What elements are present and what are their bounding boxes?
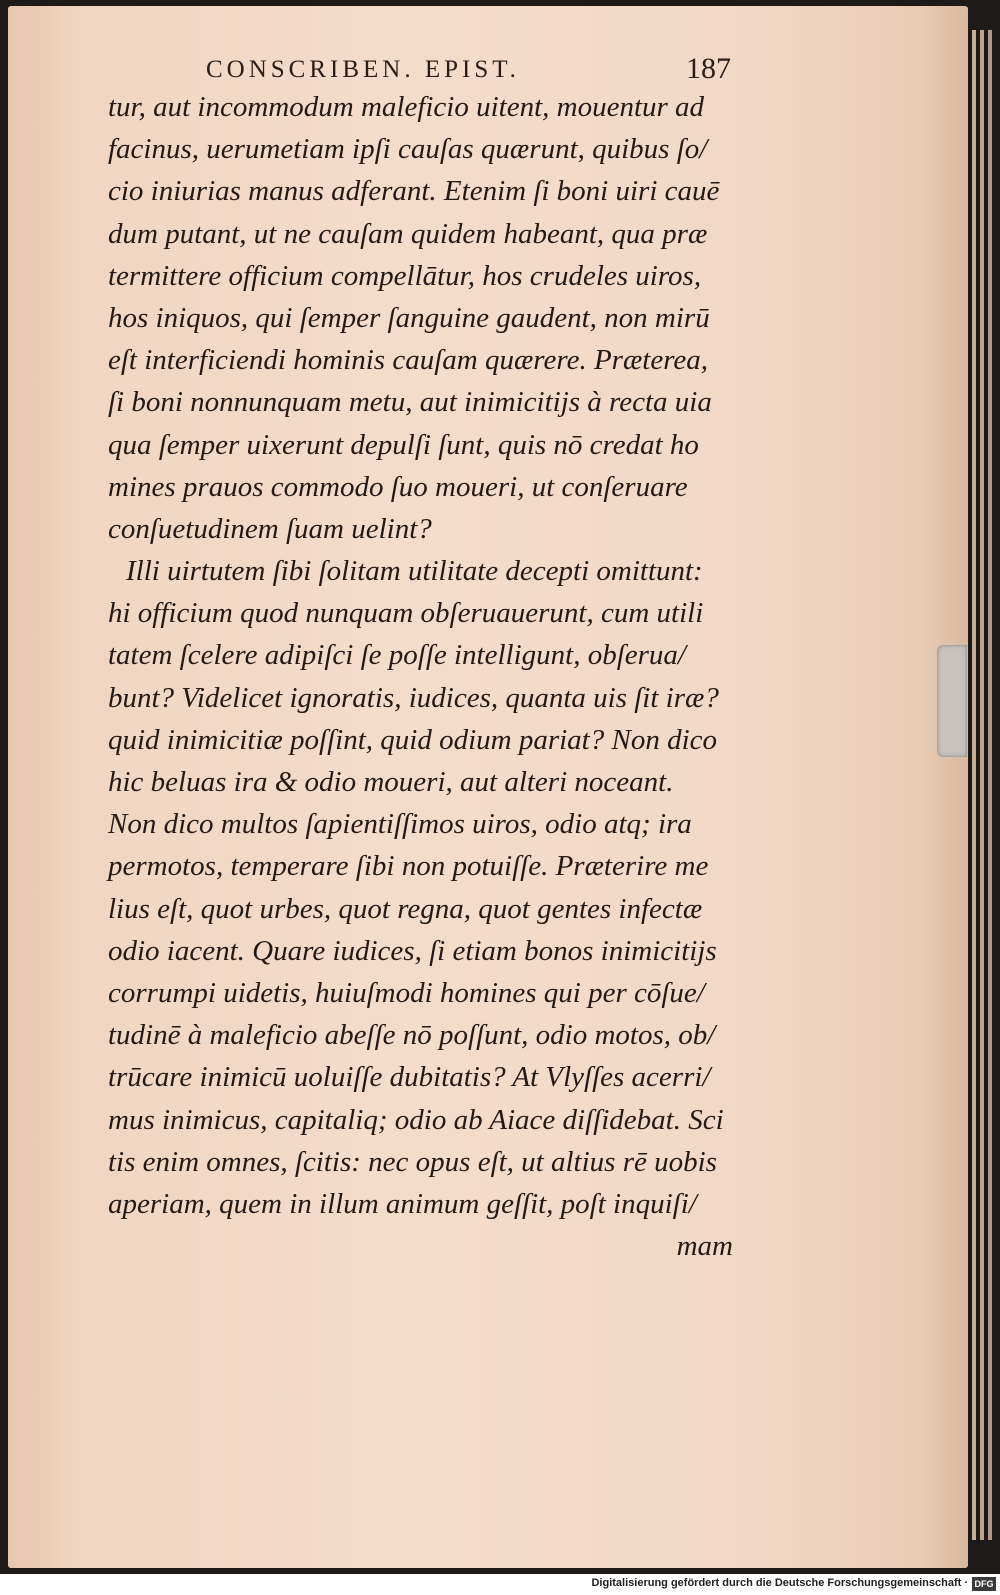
text-line: hic beluas ira & odio moueri, aut alteri noceant. <box>108 766 674 798</box>
text-line: odio iacent. Quare iudices, ſi etiam bonos inimicitijs <box>108 934 717 967</box>
text-line: corrumpi uidetis, huiuſmodi homines qui per cōſue/ <box>108 976 705 1009</box>
text-line: hos iniquos, qui ſemper ſanguine gaudent, non mirū <box>108 301 710 334</box>
footer-bar <box>0 1574 1000 1595</box>
text-line: termittere officium compellātur, hos crudeles uiros, <box>108 259 702 292</box>
text-line: facinus, uerumetiam ipſi cauſas quærunt, quibus ſo/ <box>108 133 708 166</box>
text-line: mus inimicus, capitaliq; odio ab Aiace diſſidebat. Sci <box>108 1103 724 1136</box>
text-line: conſuetudinem ſuam uelint? <box>108 512 432 545</box>
bookmark-tab <box>937 645 967 757</box>
text-line: cio iniurias manus adferant. Etenim ſi boni uiri cauē <box>108 175 720 208</box>
dfg-logo: DFG <box>972 1577 996 1591</box>
page-edge <box>980 30 984 1540</box>
text-line: tatem ſcelere adipiſci ſe poſſe intelligunt, obſerua/ <box>108 639 686 672</box>
page-number: 187 <box>686 52 731 85</box>
text-line: qua ſemper uixerunt depulſi ſunt, quis nō credat ho <box>108 428 699 461</box>
text-line: tis enim omnes, ſcitis: nec opus eſt, ut altius rē uobis <box>108 1145 717 1178</box>
text-line: quid inimicitiæ poſſint, quid odium pariat? Non dico <box>108 723 718 756</box>
body-text <box>108 86 748 1267</box>
text-line: permotos, temperare ſibi non potuiſſe. Præterire me <box>108 850 709 883</box>
book-page <box>8 6 968 1568</box>
text-line: Illi uirtutem ſibi ſolitam utilitate decepti omittunt: <box>126 555 703 588</box>
text-line: tudinē à maleficio abeſſe nō poſſunt, odio motos, ob/ <box>108 1019 716 1052</box>
page-edge <box>988 30 992 1540</box>
text-line: eſt interficiendi hominis cauſam quærere. Præterea, <box>108 344 709 377</box>
text-line: trūcare inimicū uoluiſſe dubitatis? At Vlyſſes acerri/ <box>108 1061 711 1094</box>
text-line: Non dico multos ſapientiſſimos uiros, odio atq; ira <box>108 808 692 841</box>
text-line: dum putant, ut ne cauſam quidem habeant, qua præ <box>108 217 708 250</box>
text-line: hi officium quod nunquam obſeruauerunt, cum utili <box>108 597 704 630</box>
text-line: aperiam, quem in illum animum geſſit, poſt inquiſi/ <box>108 1187 697 1220</box>
text-line: lius eſt, quot urbes, quot regna, quot gentes infectæ <box>108 892 703 925</box>
text-line: mines prauos commodo ſuo moueri, ut conſeruare <box>108 470 688 503</box>
catchword: mam <box>676 1230 733 1263</box>
running-title: CONSCRIBEN. EPIST. <box>206 56 520 83</box>
text-line: bunt? Videlicet ignoratis, iudices, quanta uis ſit iræ? <box>108 681 719 714</box>
funding-credit: Digitalisierung gefördert durch die Deutsche Forschungsgemeinschaft · <box>591 1577 968 1589</box>
text-line: ſi boni nonnunquam metu, aut inimicitijs à recta uia <box>108 386 712 419</box>
page-edge <box>972 30 976 1540</box>
text-line: tur, aut incommodum maleficio uitent, mouentur ad <box>108 91 705 123</box>
